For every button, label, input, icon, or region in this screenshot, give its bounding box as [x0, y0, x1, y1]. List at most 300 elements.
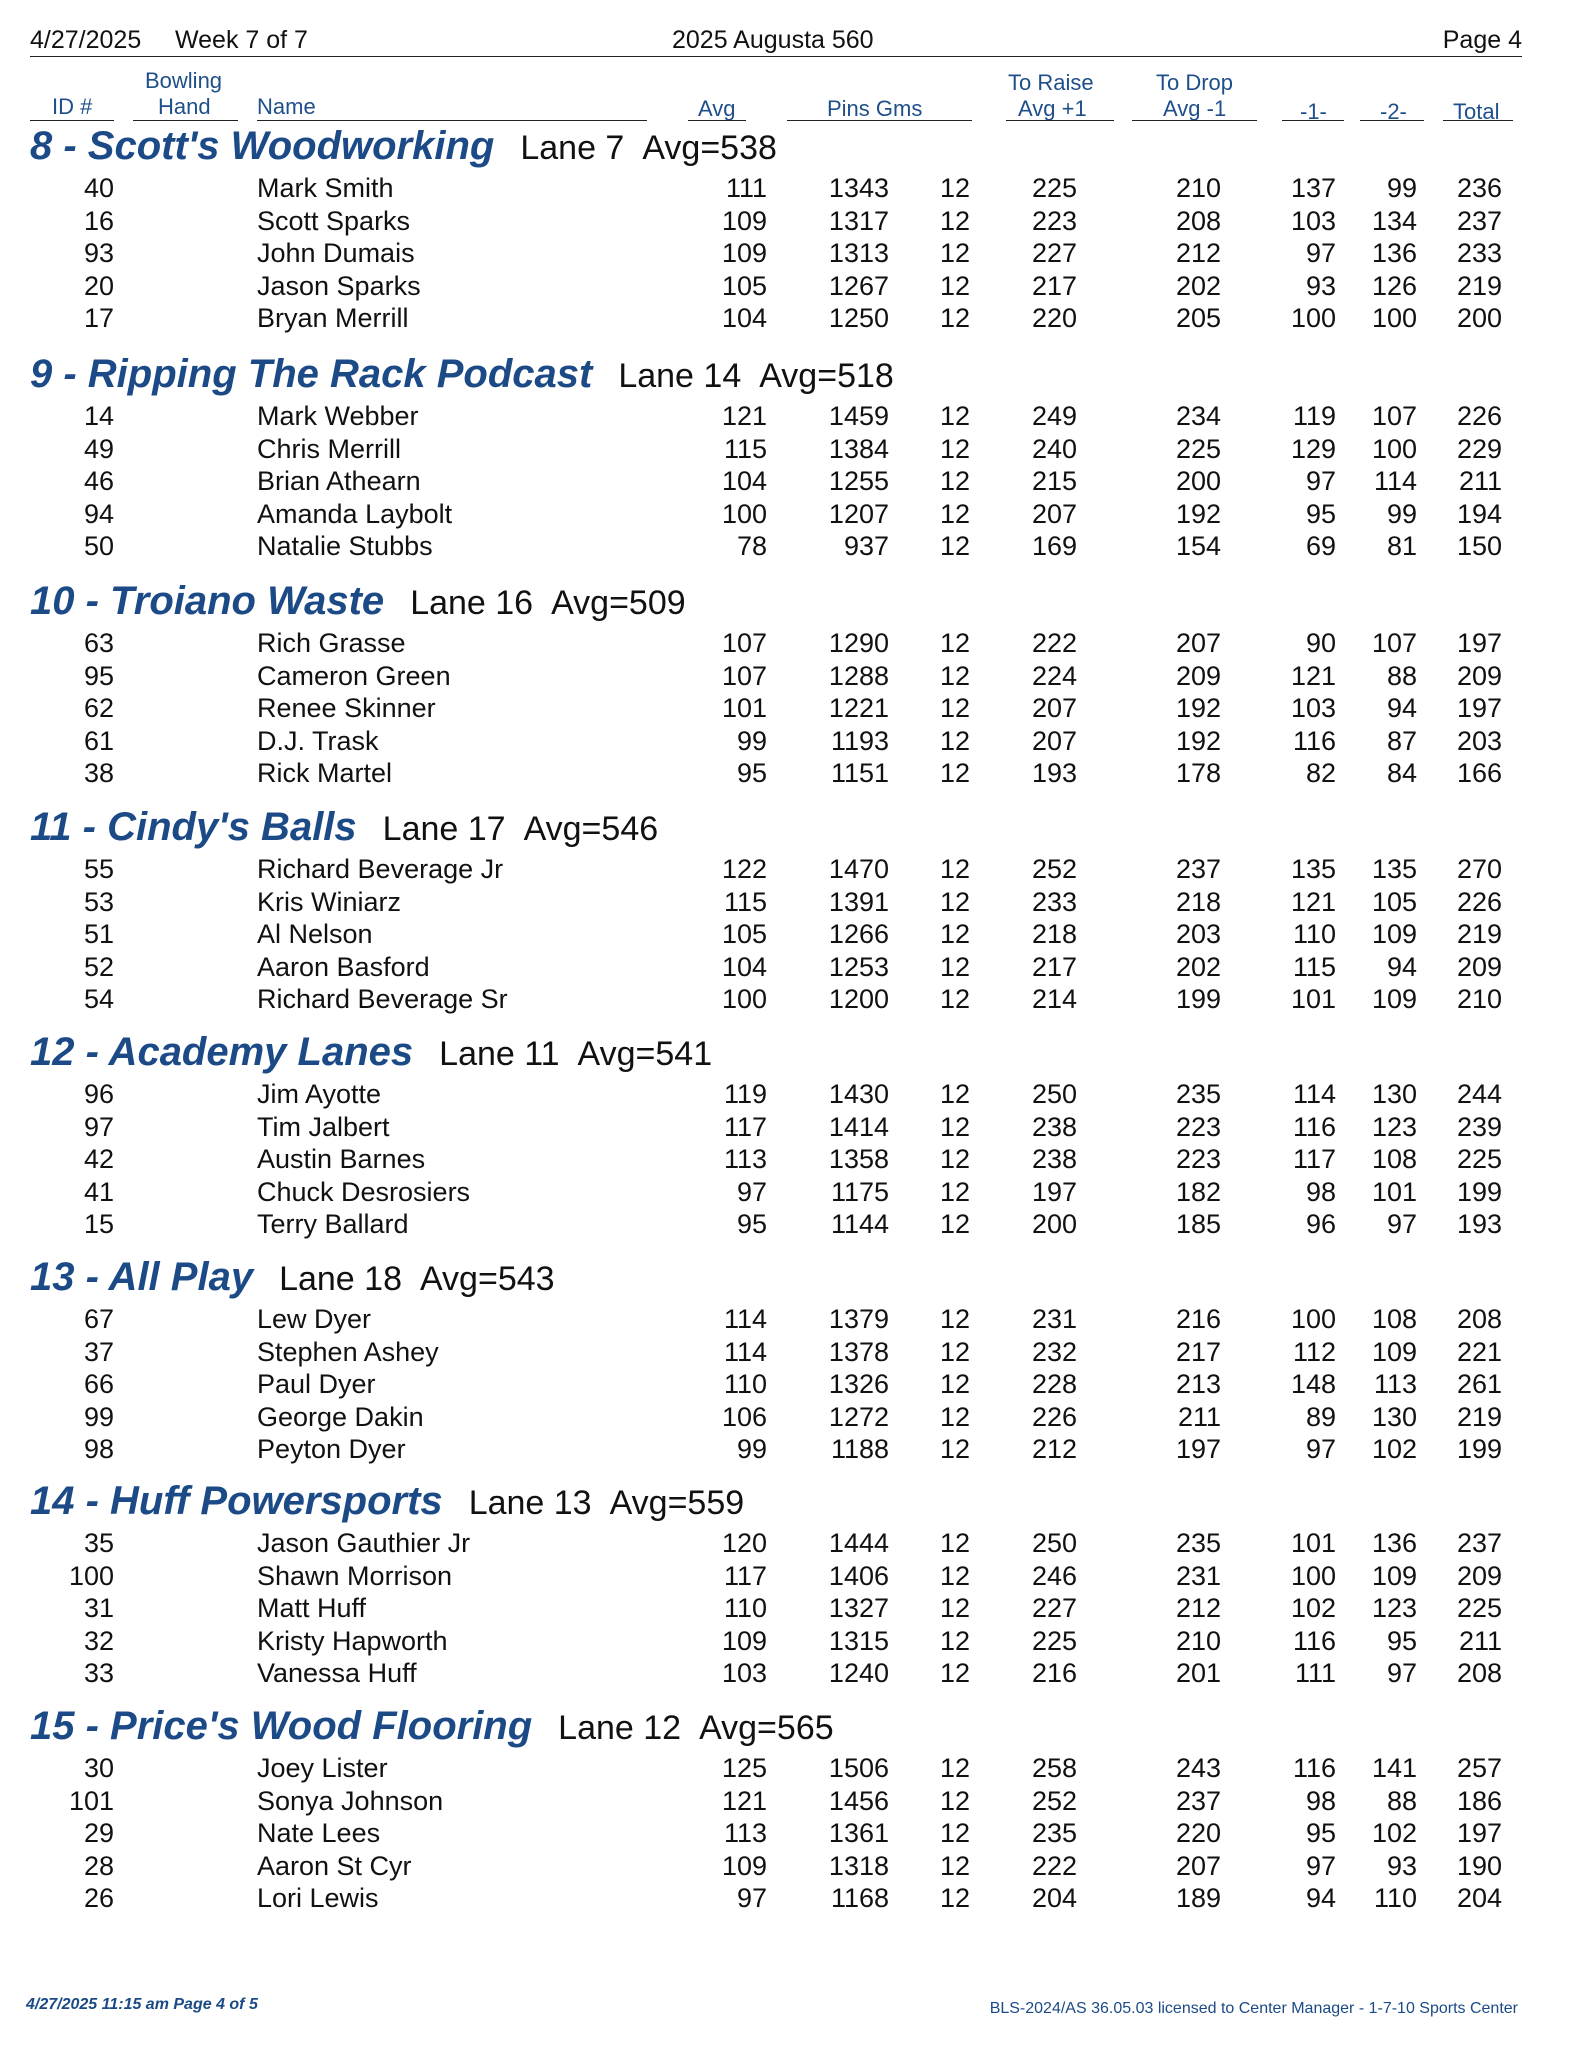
bowler-name: Tim Jalbert — [257, 1111, 390, 1142]
col-name: Name — [257, 94, 316, 119]
to-raise-avg: 215 — [1031, 466, 1077, 496]
series-total: 193 — [1456, 1209, 1502, 1239]
team-avg: Avg=546 — [523, 810, 659, 848]
to-raise-avg: 232 — [1031, 1336, 1077, 1367]
bowler-games: 12 — [939, 1079, 970, 1109]
bowler-name: Nate Lees — [257, 1818, 381, 1848]
table-row — [0, 1078, 1582, 1111]
bowler-name: Sonya Johnson — [257, 1785, 444, 1816]
game1-score: 103 — [1290, 693, 1336, 723]
bowler-rows — [0, 172, 1582, 335]
bowler-name: Kris Winiarz — [257, 886, 402, 917]
col-drop-bottom: Avg -1 — [1163, 96, 1227, 121]
game1-score: 82 — [1305, 758, 1336, 788]
to-raise-avg: 193 — [1031, 758, 1077, 788]
bowler-avg: 103 — [721, 1658, 767, 1688]
bowler-pins: 1288 — [828, 660, 889, 691]
to-drop-avg: 185 — [1175, 1209, 1221, 1239]
bowler-pins: 1207 — [828, 498, 889, 529]
game2-score: 99 — [1386, 173, 1417, 203]
series-total: 257 — [1456, 1753, 1502, 1783]
game1-score: 97 — [1305, 238, 1336, 268]
bowler-avg: 100 — [721, 984, 767, 1014]
col-hand-underline — [133, 120, 238, 121]
bowler-games: 12 — [939, 854, 970, 884]
game1-score: 89 — [1305, 1401, 1336, 1432]
game2-score: 126 — [1371, 270, 1417, 301]
to-drop-avg: 217 — [1175, 1336, 1221, 1367]
bowler-id: 61 — [83, 725, 114, 756]
to-drop-avg: 220 — [1175, 1818, 1221, 1848]
bowler-name: Mark Webber — [257, 401, 419, 431]
series-total: 199 — [1456, 1176, 1502, 1207]
game2-score: 114 — [1373, 466, 1417, 496]
team-section — [0, 350, 1582, 578]
bowler-games: 12 — [939, 1144, 970, 1174]
bowler-avg: 101 — [721, 693, 767, 723]
game1-score: 129 — [1290, 433, 1336, 464]
bowler-avg: 113 — [723, 1144, 767, 1174]
team-lane: Lane 11 — [439, 1035, 560, 1073]
bowler-pins: 1327 — [828, 1593, 889, 1623]
game1-score: 96 — [1305, 1209, 1336, 1239]
to-drop-avg: 225 — [1175, 433, 1221, 464]
team-name: 8 - Scott's Woodworking — [30, 124, 495, 168]
to-drop-avg: 199 — [1175, 984, 1221, 1014]
game1-score: 116 — [1292, 1753, 1336, 1783]
game1-score: 115 — [1292, 951, 1336, 982]
bowler-id: 98 — [83, 1434, 114, 1464]
bowler-id: 49 — [83, 433, 114, 464]
bowler-id: 38 — [83, 758, 114, 788]
table-row — [0, 660, 1582, 693]
team-header — [30, 1253, 555, 1301]
bowler-avg: 119 — [723, 1079, 767, 1109]
col-id-underline — [30, 120, 114, 121]
to-drop-avg: 223 — [1175, 1111, 1221, 1142]
bowler-pins: 1290 — [828, 628, 889, 658]
series-total: 219 — [1456, 270, 1502, 301]
bowler-id: 96 — [83, 1079, 114, 1109]
bowler-avg: 107 — [721, 628, 767, 658]
bowler-games: 12 — [939, 531, 970, 561]
to-raise-avg: 217 — [1031, 270, 1077, 301]
game2-score: 107 — [1371, 401, 1417, 431]
table-row — [0, 1143, 1582, 1176]
team-lane: Lane 7 — [520, 129, 625, 167]
bowler-id: 52 — [83, 951, 114, 982]
bowler-games: 12 — [939, 303, 970, 333]
series-total: 204 — [1456, 1883, 1502, 1913]
team-lane: Lane 16 — [410, 584, 534, 622]
bowler-avg: 117 — [723, 1560, 767, 1591]
bowler-avg: 113 — [723, 1818, 767, 1848]
bowler-name: Scott Sparks — [257, 205, 411, 236]
table-row — [0, 465, 1582, 498]
bowler-games: 12 — [939, 498, 970, 529]
to-raise-avg: 200 — [1031, 1209, 1077, 1239]
bowler-avg: 121 — [721, 1785, 767, 1816]
bowler-avg: 78 — [736, 531, 767, 561]
bowler-games: 12 — [939, 1304, 970, 1334]
to-raise-avg: 224 — [1031, 660, 1077, 691]
game1-score: 114 — [1292, 1079, 1336, 1109]
to-raise-avg: 223 — [1031, 205, 1077, 236]
to-drop-avg: 202 — [1175, 951, 1221, 982]
bowler-pins: 1200 — [828, 984, 889, 1014]
bowler-id: 26 — [83, 1883, 114, 1913]
to-raise-avg: 227 — [1031, 1593, 1077, 1623]
series-total: 209 — [1456, 1560, 1502, 1591]
table-row — [0, 1850, 1582, 1883]
bowler-name: D.J. Trask — [257, 725, 379, 756]
bowler-avg: 122 — [721, 854, 767, 884]
game2-score: 100 — [1371, 433, 1417, 464]
team-avg: Avg=518 — [759, 357, 894, 395]
to-drop-avg: 212 — [1175, 238, 1221, 268]
game2-score: 135 — [1371, 854, 1417, 884]
bowler-games: 12 — [939, 1785, 970, 1816]
bowler-pins: 1144 — [830, 1209, 889, 1239]
bowler-id: 31 — [83, 1593, 114, 1623]
table-row — [0, 1560, 1582, 1593]
bowler-pins: 1391 — [828, 886, 889, 917]
bowler-avg: 109 — [721, 238, 767, 268]
bowler-id: 62 — [83, 693, 114, 723]
game2-score: 134 — [1371, 205, 1417, 236]
bowler-id: 94 — [83, 498, 114, 529]
game2-score: 130 — [1371, 1401, 1417, 1432]
bowler-pins: 1315 — [828, 1625, 889, 1656]
series-total: 208 — [1456, 1658, 1502, 1688]
game2-score: 88 — [1386, 660, 1417, 691]
team-avg: Avg=543 — [419, 1260, 555, 1298]
table-row — [0, 1625, 1582, 1658]
bowler-name: Shawn Morrison — [257, 1560, 453, 1591]
bowler-pins: 1343 — [828, 173, 889, 203]
game2-score: 136 — [1371, 238, 1417, 268]
bowler-avg: 97 — [736, 1883, 767, 1913]
bowler-avg: 104 — [721, 951, 767, 982]
table-row — [0, 530, 1582, 563]
bowler-pins: 1384 — [828, 433, 889, 464]
bowler-pins: 1175 — [830, 1176, 889, 1207]
table-row — [0, 1785, 1582, 1818]
bowler-name: Jim Ayotte — [257, 1079, 382, 1109]
game1-score: 119 — [1292, 401, 1336, 431]
game1-score: 98 — [1305, 1785, 1336, 1816]
game2-score: 102 — [1371, 1818, 1417, 1848]
bowler-avg: 105 — [721, 270, 767, 301]
col-game1: -1- — [1300, 99, 1327, 124]
series-total: 150 — [1456, 531, 1502, 561]
game2-score: 105 — [1371, 886, 1417, 917]
bowler-pins: 1430 — [828, 1079, 889, 1109]
game1-score: 100 — [1290, 1304, 1336, 1334]
bowler-pins: 1253 — [828, 951, 889, 982]
bowler-games: 12 — [939, 758, 970, 788]
bowler-pins: 1240 — [828, 1658, 889, 1688]
bowler-id: 30 — [83, 1753, 114, 1783]
team-name: 12 - Academy Lanes — [30, 1030, 414, 1074]
to-raise-avg: 233 — [1031, 886, 1077, 917]
bowler-avg: 99 — [736, 1434, 767, 1464]
bowler-name: Chris Merrill — [257, 433, 401, 464]
to-raise-avg: 250 — [1031, 1079, 1077, 1109]
bowler-name: Jason Gauthier Jr — [257, 1528, 471, 1558]
game2-score: 94 — [1386, 693, 1417, 723]
team-section — [0, 1253, 1582, 1481]
bowler-rows — [0, 1078, 1582, 1241]
col-pins-gms: Pins Gms — [827, 96, 923, 121]
game2-score: 141 — [1371, 1753, 1417, 1783]
to-raise-avg: 249 — [1031, 401, 1077, 431]
team-header — [30, 577, 686, 625]
to-drop-avg: 218 — [1175, 886, 1221, 917]
table-row — [0, 302, 1582, 335]
to-raise-avg: 207 — [1031, 725, 1077, 756]
team-section — [0, 122, 1582, 350]
game1-score: 97 — [1305, 1434, 1336, 1464]
bowler-games: 12 — [939, 1528, 970, 1558]
table-row — [0, 172, 1582, 205]
bowler-games: 12 — [939, 1434, 970, 1464]
bowler-name: Jason Sparks — [257, 270, 421, 301]
bowler-rows — [0, 1303, 1582, 1466]
bowler-name: Terry Ballard — [257, 1209, 409, 1239]
header-divider — [30, 56, 1522, 57]
bowler-id: 51 — [83, 919, 114, 949]
bowler-games: 12 — [939, 1369, 970, 1399]
bowler-id: 99 — [83, 1401, 114, 1432]
game1-score: 110 — [1292, 919, 1336, 949]
bowler-rows — [0, 1527, 1582, 1690]
table-row — [0, 853, 1582, 886]
series-total: 211 — [1458, 466, 1502, 496]
table-row — [0, 205, 1582, 238]
bowler-avg: 110 — [723, 1369, 767, 1399]
game2-score: 109 — [1371, 919, 1417, 949]
series-total: 199 — [1456, 1434, 1502, 1464]
bowler-name: Aaron St Cyr — [257, 1850, 412, 1881]
bowler-avg: 125 — [721, 1753, 767, 1783]
game1-score: 69 — [1305, 531, 1336, 561]
to-raise-avg: 214 — [1031, 984, 1077, 1014]
bowler-games: 12 — [939, 1560, 970, 1591]
to-drop-avg: 200 — [1175, 466, 1221, 496]
team-lane: Lane 18 — [279, 1260, 402, 1298]
bowler-avg: 117 — [723, 1111, 767, 1142]
bowler-pins: 1255 — [828, 466, 889, 496]
game2-score: 108 — [1371, 1144, 1417, 1174]
game1-score: 97 — [1305, 466, 1336, 496]
bowler-rows — [0, 853, 1582, 1016]
series-total: 261 — [1456, 1369, 1502, 1399]
to-drop-avg: 202 — [1175, 270, 1221, 301]
bowler-id: 55 — [83, 854, 114, 884]
bowler-games: 12 — [939, 1209, 970, 1239]
table-row — [0, 627, 1582, 660]
to-raise-avg: 250 — [1031, 1528, 1077, 1558]
to-raise-avg: 240 — [1031, 433, 1077, 464]
series-total: 239 — [1456, 1111, 1502, 1142]
to-drop-avg: 192 — [1175, 725, 1221, 756]
team-avg: Avg=565 — [699, 1709, 834, 1747]
series-total: 190 — [1456, 1850, 1502, 1881]
series-total: 200 — [1456, 303, 1502, 333]
col-bowling-bottom: Hand — [158, 94, 211, 119]
bowler-name: Chuck Desrosiers — [257, 1176, 471, 1207]
game1-score: 100 — [1290, 1560, 1336, 1591]
team-lane: Lane 13 — [468, 1484, 592, 1522]
bowler-name: Rick Martel — [257, 758, 393, 788]
to-raise-avg: 222 — [1031, 628, 1077, 658]
to-drop-avg: 197 — [1175, 1434, 1221, 1464]
game1-score: 98 — [1305, 1176, 1336, 1207]
bowler-pins: 1193 — [830, 725, 889, 756]
team-header — [30, 350, 894, 398]
team-name: 13 - All Play — [30, 1255, 254, 1299]
table-row — [0, 918, 1582, 951]
bowler-name: Mark Smith — [257, 173, 394, 203]
bowler-avg: 104 — [721, 303, 767, 333]
game1-score: 97 — [1305, 1850, 1336, 1881]
game1-score: 100 — [1290, 303, 1336, 333]
series-total: 219 — [1456, 919, 1502, 949]
to-raise-avg: 207 — [1031, 498, 1077, 529]
table-row — [0, 1592, 1582, 1625]
bowler-name: Bryan Merrill — [257, 303, 409, 333]
bowler-name: George Dakin — [257, 1401, 424, 1432]
bowler-pins: 1470 — [828, 854, 889, 884]
game2-score: 88 — [1386, 1785, 1417, 1816]
game1-score: 117 — [1292, 1144, 1336, 1174]
game2-score: 123 — [1371, 1593, 1417, 1623]
bowler-games: 12 — [939, 725, 970, 756]
bowler-games: 12 — [939, 466, 970, 496]
bowler-games: 12 — [939, 238, 970, 268]
bowler-games: 12 — [939, 205, 970, 236]
to-drop-avg: 201 — [1175, 1658, 1221, 1688]
bowler-id: 40 — [83, 173, 114, 203]
series-total: 219 — [1456, 1401, 1502, 1432]
bowler-id: 33 — [83, 1658, 114, 1688]
bowler-avg: 105 — [721, 919, 767, 949]
game1-score: 95 — [1305, 1818, 1336, 1848]
bowler-avg: 121 — [721, 401, 767, 431]
bowler-id: 101 — [68, 1785, 114, 1816]
bowler-id: 93 — [83, 238, 114, 268]
game1-score: 90 — [1305, 628, 1336, 658]
bowler-id: 53 — [83, 886, 114, 917]
game2-score: 123 — [1371, 1111, 1417, 1142]
bowler-games: 12 — [939, 1658, 970, 1688]
bowler-id: 14 — [83, 401, 114, 431]
bowler-avg: 99 — [736, 725, 767, 756]
team-lane: Lane 17 — [382, 810, 506, 848]
table-row — [0, 1111, 1582, 1144]
bowler-games: 12 — [939, 1593, 970, 1623]
bowler-id: 46 — [83, 466, 114, 496]
bowler-avg: 115 — [723, 886, 767, 917]
to-raise-avg: 238 — [1031, 1144, 1077, 1174]
to-raise-avg: 218 — [1031, 919, 1077, 949]
bowler-name: Amanda Laybolt — [257, 498, 453, 529]
bowler-name: Rich Grasse — [257, 628, 406, 658]
col-game2-underline — [1360, 120, 1424, 121]
game1-score: 102 — [1290, 1593, 1336, 1623]
to-raise-avg: 246 — [1031, 1560, 1077, 1591]
game1-score: 137 — [1290, 173, 1336, 203]
bowler-name: Paul Dyer — [257, 1369, 376, 1399]
table-row — [0, 1752, 1582, 1785]
to-drop-avg: 235 — [1175, 1079, 1221, 1109]
bowler-avg: 97 — [736, 1176, 767, 1207]
bowler-avg: 95 — [736, 1209, 767, 1239]
to-drop-avg: 210 — [1175, 173, 1221, 203]
game2-score: 100 — [1371, 303, 1417, 333]
game2-score: 113 — [1373, 1369, 1417, 1399]
bowler-pins: 937 — [843, 531, 889, 561]
bowler-pins: 1168 — [830, 1883, 889, 1913]
series-total: 229 — [1456, 433, 1502, 464]
col-avg: Avg — [698, 96, 736, 121]
to-raise-avg: 216 — [1031, 1658, 1077, 1688]
team-avg: Avg=538 — [642, 129, 777, 167]
bowler-name: Austin Barnes — [257, 1144, 426, 1174]
bowler-name: Richard Beverage Jr — [257, 854, 504, 884]
to-drop-avg: 205 — [1175, 303, 1221, 333]
to-drop-avg: 234 — [1175, 401, 1221, 431]
series-total: 237 — [1456, 205, 1502, 236]
series-total: 197 — [1456, 1818, 1502, 1848]
bowler-pins: 1358 — [828, 1144, 889, 1174]
to-raise-avg: 252 — [1031, 854, 1077, 884]
bowler-id: 54 — [83, 984, 114, 1014]
bowler-name: Richard Beverage Sr — [257, 984, 508, 1014]
bowler-pins: 1456 — [828, 1785, 889, 1816]
table-row — [0, 1433, 1582, 1466]
game2-score: 108 — [1371, 1304, 1417, 1334]
to-drop-avg: 237 — [1175, 854, 1221, 884]
bowler-games: 12 — [939, 1753, 970, 1783]
to-drop-avg: 203 — [1175, 919, 1221, 949]
bowler-games: 12 — [939, 628, 970, 658]
table-row — [0, 951, 1582, 984]
to-drop-avg: 211 — [1177, 1401, 1221, 1432]
team-lane: Lane 14 — [618, 357, 742, 395]
to-drop-avg: 237 — [1175, 1785, 1221, 1816]
game1-score: 103 — [1290, 205, 1336, 236]
col-game2: -2- — [1380, 99, 1407, 124]
game2-score: 109 — [1371, 984, 1417, 1014]
series-total: 197 — [1456, 693, 1502, 723]
bowler-pins: 1221 — [828, 693, 889, 723]
bowler-id: 67 — [83, 1304, 114, 1334]
bowler-pins: 1313 — [828, 238, 889, 268]
footer-license: BLS-2024/AS 36.05.03 licensed to Center Manager - 1-7-10 Sports Center — [989, 2000, 1518, 2017]
bowler-games: 12 — [939, 401, 970, 431]
bowler-name: Brian Athearn — [257, 466, 421, 496]
bowler-avg: 100 — [721, 498, 767, 529]
bowler-games: 12 — [939, 1336, 970, 1367]
game2-score: 97 — [1386, 1209, 1417, 1239]
table-row — [0, 1368, 1582, 1401]
bowler-games: 12 — [939, 1883, 970, 1913]
game1-score: 116 — [1292, 725, 1336, 756]
to-drop-avg: 243 — [1175, 1753, 1221, 1783]
table-row — [0, 1657, 1582, 1690]
